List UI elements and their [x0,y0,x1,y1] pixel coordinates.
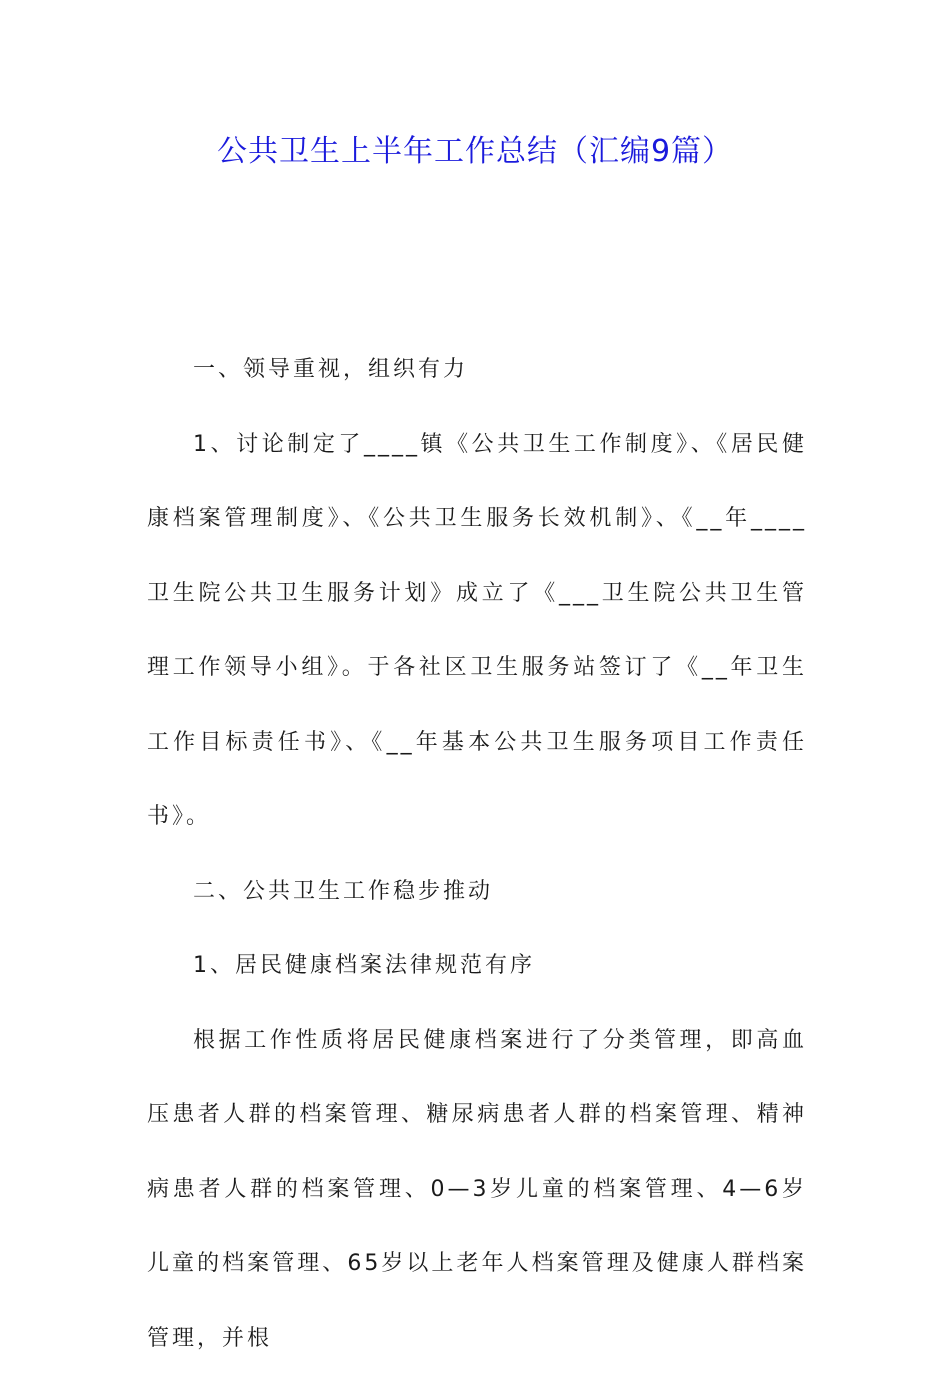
body-paragraph-1: 1、讨论制定了____镇《公共卫生工作制度》、《居民健康档案管理制度》、《公共卫生服务长效机制》、《__年____卫生院公共卫生服务计划》成立了《___卫生院公共卫生管理工作领导小组》。于各社区卫生服务站签订了《__年卫生工作目标责任书》、《__年基本公共卫生服务项目工作责任书》。 [147,408,807,855]
body-paragraph-2: 根据工作性质将居民健康档案进行了分类管理，即高血压患者人群的档案管理、糖尿病患者人群的档案管理、精神病患者人群的档案管理、0—3岁儿童的档案管理、4—6岁儿童的档案管理、65岁以上老年人档案管理及健康人群档案管理，并根 [147,1004,807,1376]
section-heading-1: 一、领导重视，组织有力 [147,333,807,408]
subsection-heading-1: 1、居民健康档案法律规范有序 [147,929,807,1004]
section-heading-2: 二、公共卫生工作稳步推动 [147,855,807,930]
document-body [147,333,807,1376]
document-title: 公共卫生上半年工作总结（汇编9篇） [0,128,950,176]
